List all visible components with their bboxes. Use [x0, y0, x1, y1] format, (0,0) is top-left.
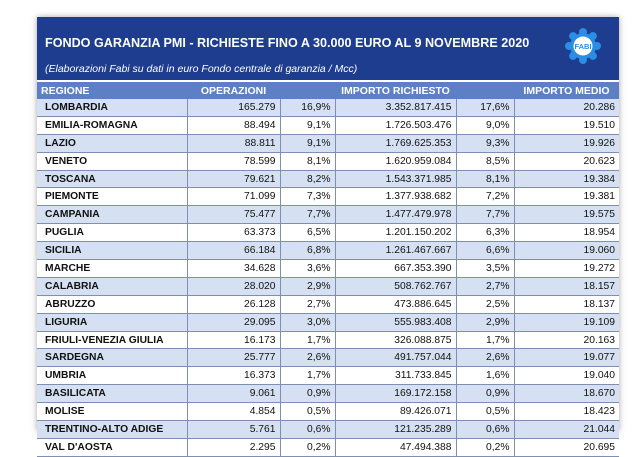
cell-importo-richiesto: 121.235.289 [335, 421, 456, 439]
cell-importo-pct: 8,1% [456, 170, 514, 188]
table-row [37, 421, 619, 439]
table-row [37, 242, 619, 260]
cell-importo-medio: 20.695 [514, 438, 619, 456]
table-row [37, 116, 619, 134]
cell-importo-medio: 20.163 [514, 331, 619, 349]
cell-operazioni-pct: 1,7% [280, 367, 335, 385]
cell-importo-pct: 17,6% [456, 99, 514, 116]
cell-operazioni-pct: 3,6% [280, 260, 335, 278]
cell-importo-medio: 18.423 [514, 403, 619, 421]
cell-operazioni-pct: 0,9% [280, 385, 335, 403]
cell-regione: PIEMONTE [37, 188, 187, 206]
table-row [37, 313, 619, 331]
cell-operazioni: 34.628 [187, 260, 280, 278]
cell-importo-pct: 7,7% [456, 206, 514, 224]
table-row [37, 331, 619, 349]
cell-operazioni-pct: 16,9% [280, 99, 335, 116]
cell-importo-medio: 19.040 [514, 367, 619, 385]
cell-importo-richiesto: 1.377.938.682 [335, 188, 456, 206]
cell-regione: BASILICATA [37, 385, 187, 403]
col-header-regione: REGIONE [37, 82, 187, 99]
cell-importo-richiesto: 473.886.645 [335, 295, 456, 313]
cell-operazioni-pct: 9,1% [280, 134, 335, 152]
cell-regione: SICILIA [37, 242, 187, 260]
cell-importo-pct: 2,9% [456, 313, 514, 331]
col-header-importo-medio: IMPORTO MEDIO [514, 82, 619, 99]
cell-importo-medio: 18.954 [514, 224, 619, 242]
cell-operazioni: 28.020 [187, 277, 280, 295]
cell-operazioni: 71.099 [187, 188, 280, 206]
cell-operazioni-pct: 3,0% [280, 313, 335, 331]
report-header [37, 17, 619, 80]
cell-importo-medio: 18.670 [514, 385, 619, 403]
table-row [37, 152, 619, 170]
table-row [37, 367, 619, 385]
cell-operazioni: 88.811 [187, 134, 280, 152]
cell-operazioni-pct: 7,3% [280, 188, 335, 206]
cell-importo-pct: 6,3% [456, 224, 514, 242]
data-table [37, 82, 619, 457]
col-header-importo-richiesto: IMPORTO RICHIESTO [335, 82, 456, 99]
cell-importo-pct: 2,6% [456, 349, 514, 367]
cell-regione: FRIULI-VENEZIA GIULIA [37, 331, 187, 349]
cell-importo-medio: 20.286 [514, 99, 619, 116]
cell-importo-pct: 2,5% [456, 295, 514, 313]
cell-regione: TOSCANA [37, 170, 187, 188]
cell-importo-richiesto: 326.088.875 [335, 331, 456, 349]
cell-importo-richiesto: 508.762.767 [335, 277, 456, 295]
cell-importo-pct: 1,7% [456, 331, 514, 349]
cell-operazioni: 88.494 [187, 116, 280, 134]
cell-operazioni-pct: 2,9% [280, 277, 335, 295]
cell-importo-richiesto: 667.353.390 [335, 260, 456, 278]
cell-importo-richiesto: 555.983.408 [335, 313, 456, 331]
cell-importo-pct: 9,3% [456, 134, 514, 152]
table-row [37, 438, 619, 456]
cell-regione: LIGURIA [37, 313, 187, 331]
cell-regione: TRENTINO-ALTO ADIGE [37, 421, 187, 439]
table-row [37, 385, 619, 403]
cell-importo-richiesto: 89.426.071 [335, 403, 456, 421]
cell-operazioni-pct: 7,7% [280, 206, 335, 224]
cell-importo-richiesto: 47.494.388 [335, 438, 456, 456]
table-row [37, 224, 619, 242]
cell-operazioni: 2.295 [187, 438, 280, 456]
cell-importo-richiesto: 169.172.158 [335, 385, 456, 403]
report-subtitle: (Elaborazioni Fabi su dati in euro Fondo centrale di garanzia / Mcc) [45, 63, 358, 75]
cell-importo-medio: 19.926 [514, 134, 619, 152]
cell-operazioni: 25.777 [187, 349, 280, 367]
cell-regione: MARCHE [37, 260, 187, 278]
cell-operazioni-pct: 6,8% [280, 242, 335, 260]
cell-importo-pct: 2,7% [456, 277, 514, 295]
cell-importo-pct: 0,9% [456, 385, 514, 403]
cell-regione: EMILIA-ROMAGNA [37, 116, 187, 134]
cell-operazioni: 16.373 [187, 367, 280, 385]
col-header-operazioni-pct [280, 82, 335, 99]
cell-regione: LOMBARDIA [37, 99, 187, 116]
cell-importo-medio: 19.077 [514, 349, 619, 367]
cell-importo-medio: 19.109 [514, 313, 619, 331]
cell-operazioni-pct: 1,7% [280, 331, 335, 349]
fabi-logo [565, 28, 601, 64]
cell-operazioni: 63.373 [187, 224, 280, 242]
cell-operazioni: 79.621 [187, 170, 280, 188]
cell-regione: ABRUZZO [37, 295, 187, 313]
cell-importo-medio: 21.044 [514, 421, 619, 439]
table-row [37, 170, 619, 188]
cell-importo-pct: 9,0% [456, 116, 514, 134]
table-header-row [37, 82, 619, 99]
col-header-operazioni: OPERAZIONI [187, 82, 280, 99]
table-row [37, 188, 619, 206]
cell-importo-pct: 6,6% [456, 242, 514, 260]
cell-operazioni: 165.279 [187, 99, 280, 116]
cell-operazioni-pct: 0,2% [280, 438, 335, 456]
cell-importo-pct: 7,2% [456, 188, 514, 206]
table-row [37, 403, 619, 421]
cell-operazioni-pct: 2,6% [280, 349, 335, 367]
cell-importo-richiesto: 491.757.044 [335, 349, 456, 367]
cell-regione: UMBRIA [37, 367, 187, 385]
cell-regione: CAMPANIA [37, 206, 187, 224]
cell-operazioni-pct: 8,1% [280, 152, 335, 170]
cell-importo-richiesto: 311.733.845 [335, 367, 456, 385]
cell-operazioni: 4.854 [187, 403, 280, 421]
cell-importo-medio: 19.510 [514, 116, 619, 134]
cell-importo-richiesto: 1.261.467.667 [335, 242, 456, 260]
logo-text: FABI [574, 42, 592, 51]
cell-regione: PUGLIA [37, 224, 187, 242]
cell-importo-pct: 1,6% [456, 367, 514, 385]
cell-operazioni: 5.761 [187, 421, 280, 439]
table-row [37, 295, 619, 313]
cell-regione: VAL D'AOSTA [37, 438, 187, 456]
table-row [37, 134, 619, 152]
table-row [37, 206, 619, 224]
cell-operazioni: 29.095 [187, 313, 280, 331]
cell-importo-pct: 0,2% [456, 438, 514, 456]
cell-regione: MOLISE [37, 403, 187, 421]
cell-importo-richiesto: 1.477.479.978 [335, 206, 456, 224]
cell-importo-medio: 19.060 [514, 242, 619, 260]
cell-regione: SARDEGNA [37, 349, 187, 367]
cell-regione: LAZIO [37, 134, 187, 152]
cell-importo-pct: 8,5% [456, 152, 514, 170]
cell-importo-richiesto: 1.543.371.985 [335, 170, 456, 188]
cell-importo-medio: 18.157 [514, 277, 619, 295]
cell-operazioni: 75.477 [187, 206, 280, 224]
cell-operazioni-pct: 6,5% [280, 224, 335, 242]
table-row [37, 99, 619, 116]
cell-operazioni: 26.128 [187, 295, 280, 313]
cell-importo-medio: 19.381 [514, 188, 619, 206]
cell-importo-medio: 19.272 [514, 260, 619, 278]
cell-operazioni: 16.173 [187, 331, 280, 349]
table-row [37, 277, 619, 295]
cell-importo-pct: 0,5% [456, 403, 514, 421]
cell-regione: CALABRIA [37, 277, 187, 295]
cell-importo-richiesto: 3.352.817.415 [335, 99, 456, 116]
cell-importo-richiesto: 1.620.959.084 [335, 152, 456, 170]
cell-operazioni-pct: 9,1% [280, 116, 335, 134]
cell-operazioni-pct: 2,7% [280, 295, 335, 313]
cell-importo-pct: 3,5% [456, 260, 514, 278]
cell-importo-richiesto: 1.769.625.353 [335, 134, 456, 152]
col-header-importo-pct [456, 82, 514, 99]
cell-importo-richiesto: 1.726.503.476 [335, 116, 456, 134]
cell-operazioni: 78.599 [187, 152, 280, 170]
cell-operazioni: 66.184 [187, 242, 280, 260]
cell-importo-medio: 20.623 [514, 152, 619, 170]
cell-importo-medio: 19.575 [514, 206, 619, 224]
cell-operazioni: 9.061 [187, 385, 280, 403]
cell-importo-medio: 19.384 [514, 170, 619, 188]
report-card [37, 17, 619, 453]
table-row [37, 349, 619, 367]
report-title: FONDO GARANZIA PMI - RICHIESTE FINO A 30.000 EURO AL 9 NOVEMBRE 2020 [45, 36, 530, 50]
table-row [37, 260, 619, 278]
cell-importo-pct: 0,6% [456, 421, 514, 439]
cell-importo-medio: 18.137 [514, 295, 619, 313]
cell-operazioni-pct: 0,6% [280, 421, 335, 439]
cell-operazioni-pct: 0,5% [280, 403, 335, 421]
cell-operazioni-pct: 8,2% [280, 170, 335, 188]
cell-regione: VENETO [37, 152, 187, 170]
cell-importo-richiesto: 1.201.150.202 [335, 224, 456, 242]
